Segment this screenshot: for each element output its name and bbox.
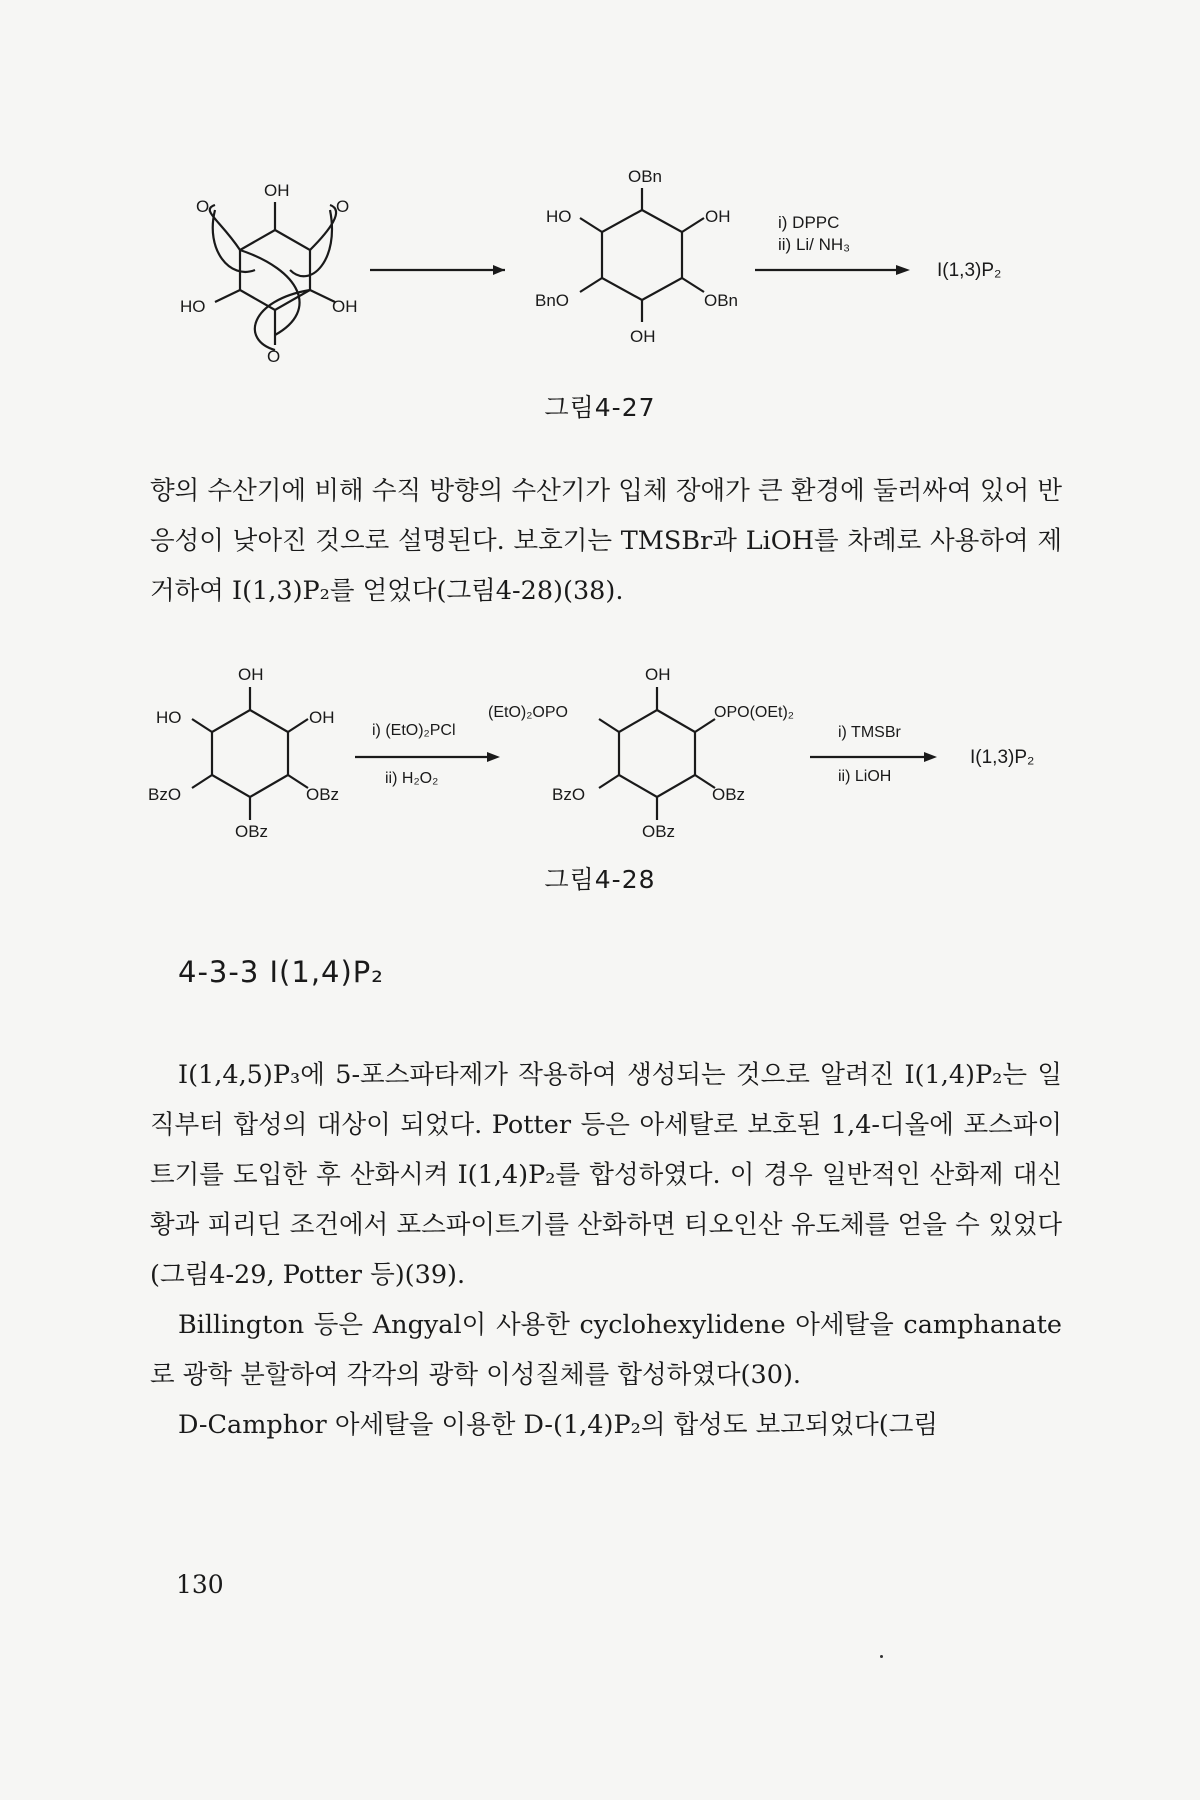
product-i13p2-b: I(1,3)P₂ — [970, 747, 1035, 768]
label-b-right: OPO(OEt)₂ — [714, 704, 794, 721]
label-mid-obn: OBn — [704, 291, 739, 310]
label-b-obz: OBz — [712, 785, 746, 804]
label-mid-bno: BnO — [535, 291, 570, 310]
reagent-tmsbr: i) TMSBr — [838, 724, 901, 741]
label-mid-bottom: OH — [630, 327, 656, 346]
label-start-o-left: O — [196, 197, 210, 216]
reaction-scheme-4-28 — [0, 655, 1200, 855]
reagent-dppc: i) DPPC — [778, 213, 840, 232]
paragraph-3: Billington 등은 Angyal이 사용한 cyclohexylidene 아세탈을 camphanate로 광학 분할하여 각각의 광학 이성질체를 합성하였다(30). — [150, 1310, 1062, 1390]
body-section-4-3-3 — [150, 1050, 1062, 1450]
paragraph-2: I(1,4,5)P₃에 5-포스파타제가 작용하여 생성되는 것으로 알려진 I(1,4)P₂는 일직부터 합성의 대상이 되었다. Potter 등은 아세탈로 보호된 1,4-디올에 포스파이트기를 도입한 후 산화시켜 I(1,4)P₂를 합성하였다. 이 경우 일반적인 산화제 대신 황과 피리딘 조건에서 포스파이트기를 산화하면 티오인산 유도체를 얻을 수 있었다(그림4-29, Potter 등)(39). — [150, 1060, 1062, 1290]
paragraph-4: D-Camphor 아세탈을 이용한 D-(1,4)P₂의 합성도 보고되었다(그림 — [178, 1410, 938, 1440]
reaction-scheme-4-27 — [0, 150, 1200, 410]
paragraph-1-text: 향의 수산기에 비해 수직 방향의 수산기가 입체 장애가 큰 환경에 둘러싸여 있어 반응성이 낮아진 것으로 설명된다. 보호기는 TMSBr과 LiOH를 차례로 사용하여 제거하여 I(1,3)P₂를 얻었다(그림4-28)(38). — [150, 476, 1062, 606]
figure-caption-4-28: 그림4-28 — [544, 865, 656, 894]
label-start-o-bottom: O — [267, 347, 281, 366]
scheme-4-27-drawing — [0, 150, 1200, 410]
label-mid-ho: HO — [546, 207, 572, 226]
label-start-oh: OH — [264, 181, 290, 200]
label-a-bottom: OBz — [235, 822, 269, 841]
label-mid-top: OBn — [628, 167, 663, 186]
label-start-o-right: O — [336, 197, 350, 216]
page-number: 130 — [176, 1570, 224, 1599]
reagent-lioh: ii) LiOH — [838, 768, 892, 785]
label-b-bottom: OBz — [642, 822, 676, 841]
label-b-bzo: BzO — [552, 785, 586, 804]
scan-speck — [880, 1655, 883, 1658]
label-mid-oh: OH — [705, 207, 731, 226]
label-b-top: OH — [645, 665, 671, 684]
label-a-oh: OH — [309, 708, 335, 727]
label-a-ho: HO — [156, 708, 182, 727]
product-i13p2-a: I(1,3)P₂ — [937, 260, 1002, 281]
label-a-bzo: BzO — [148, 785, 182, 804]
reagent-h2o2: ii) H₂O₂ — [385, 770, 439, 787]
paragraph-1 — [150, 466, 1062, 616]
label-a-obz: OBz — [306, 785, 340, 804]
section-heading: 4-3-3 I(1,4)P₂ — [178, 955, 384, 989]
reagent-eto2pcl: i) (EtO)₂PCl — [372, 722, 456, 739]
label-b-left: (EtO)₂OPO — [488, 704, 568, 721]
label-start-ho: HO — [180, 297, 206, 316]
figure-caption-4-27: 그림4-27 — [544, 393, 656, 422]
label-start-oh-right: OH — [332, 297, 358, 316]
label-a-top: OH — [238, 665, 264, 684]
reagent-li-nh3: ii) Li/ NH₃ — [778, 235, 851, 254]
scheme-4-28-drawing — [0, 655, 1200, 855]
